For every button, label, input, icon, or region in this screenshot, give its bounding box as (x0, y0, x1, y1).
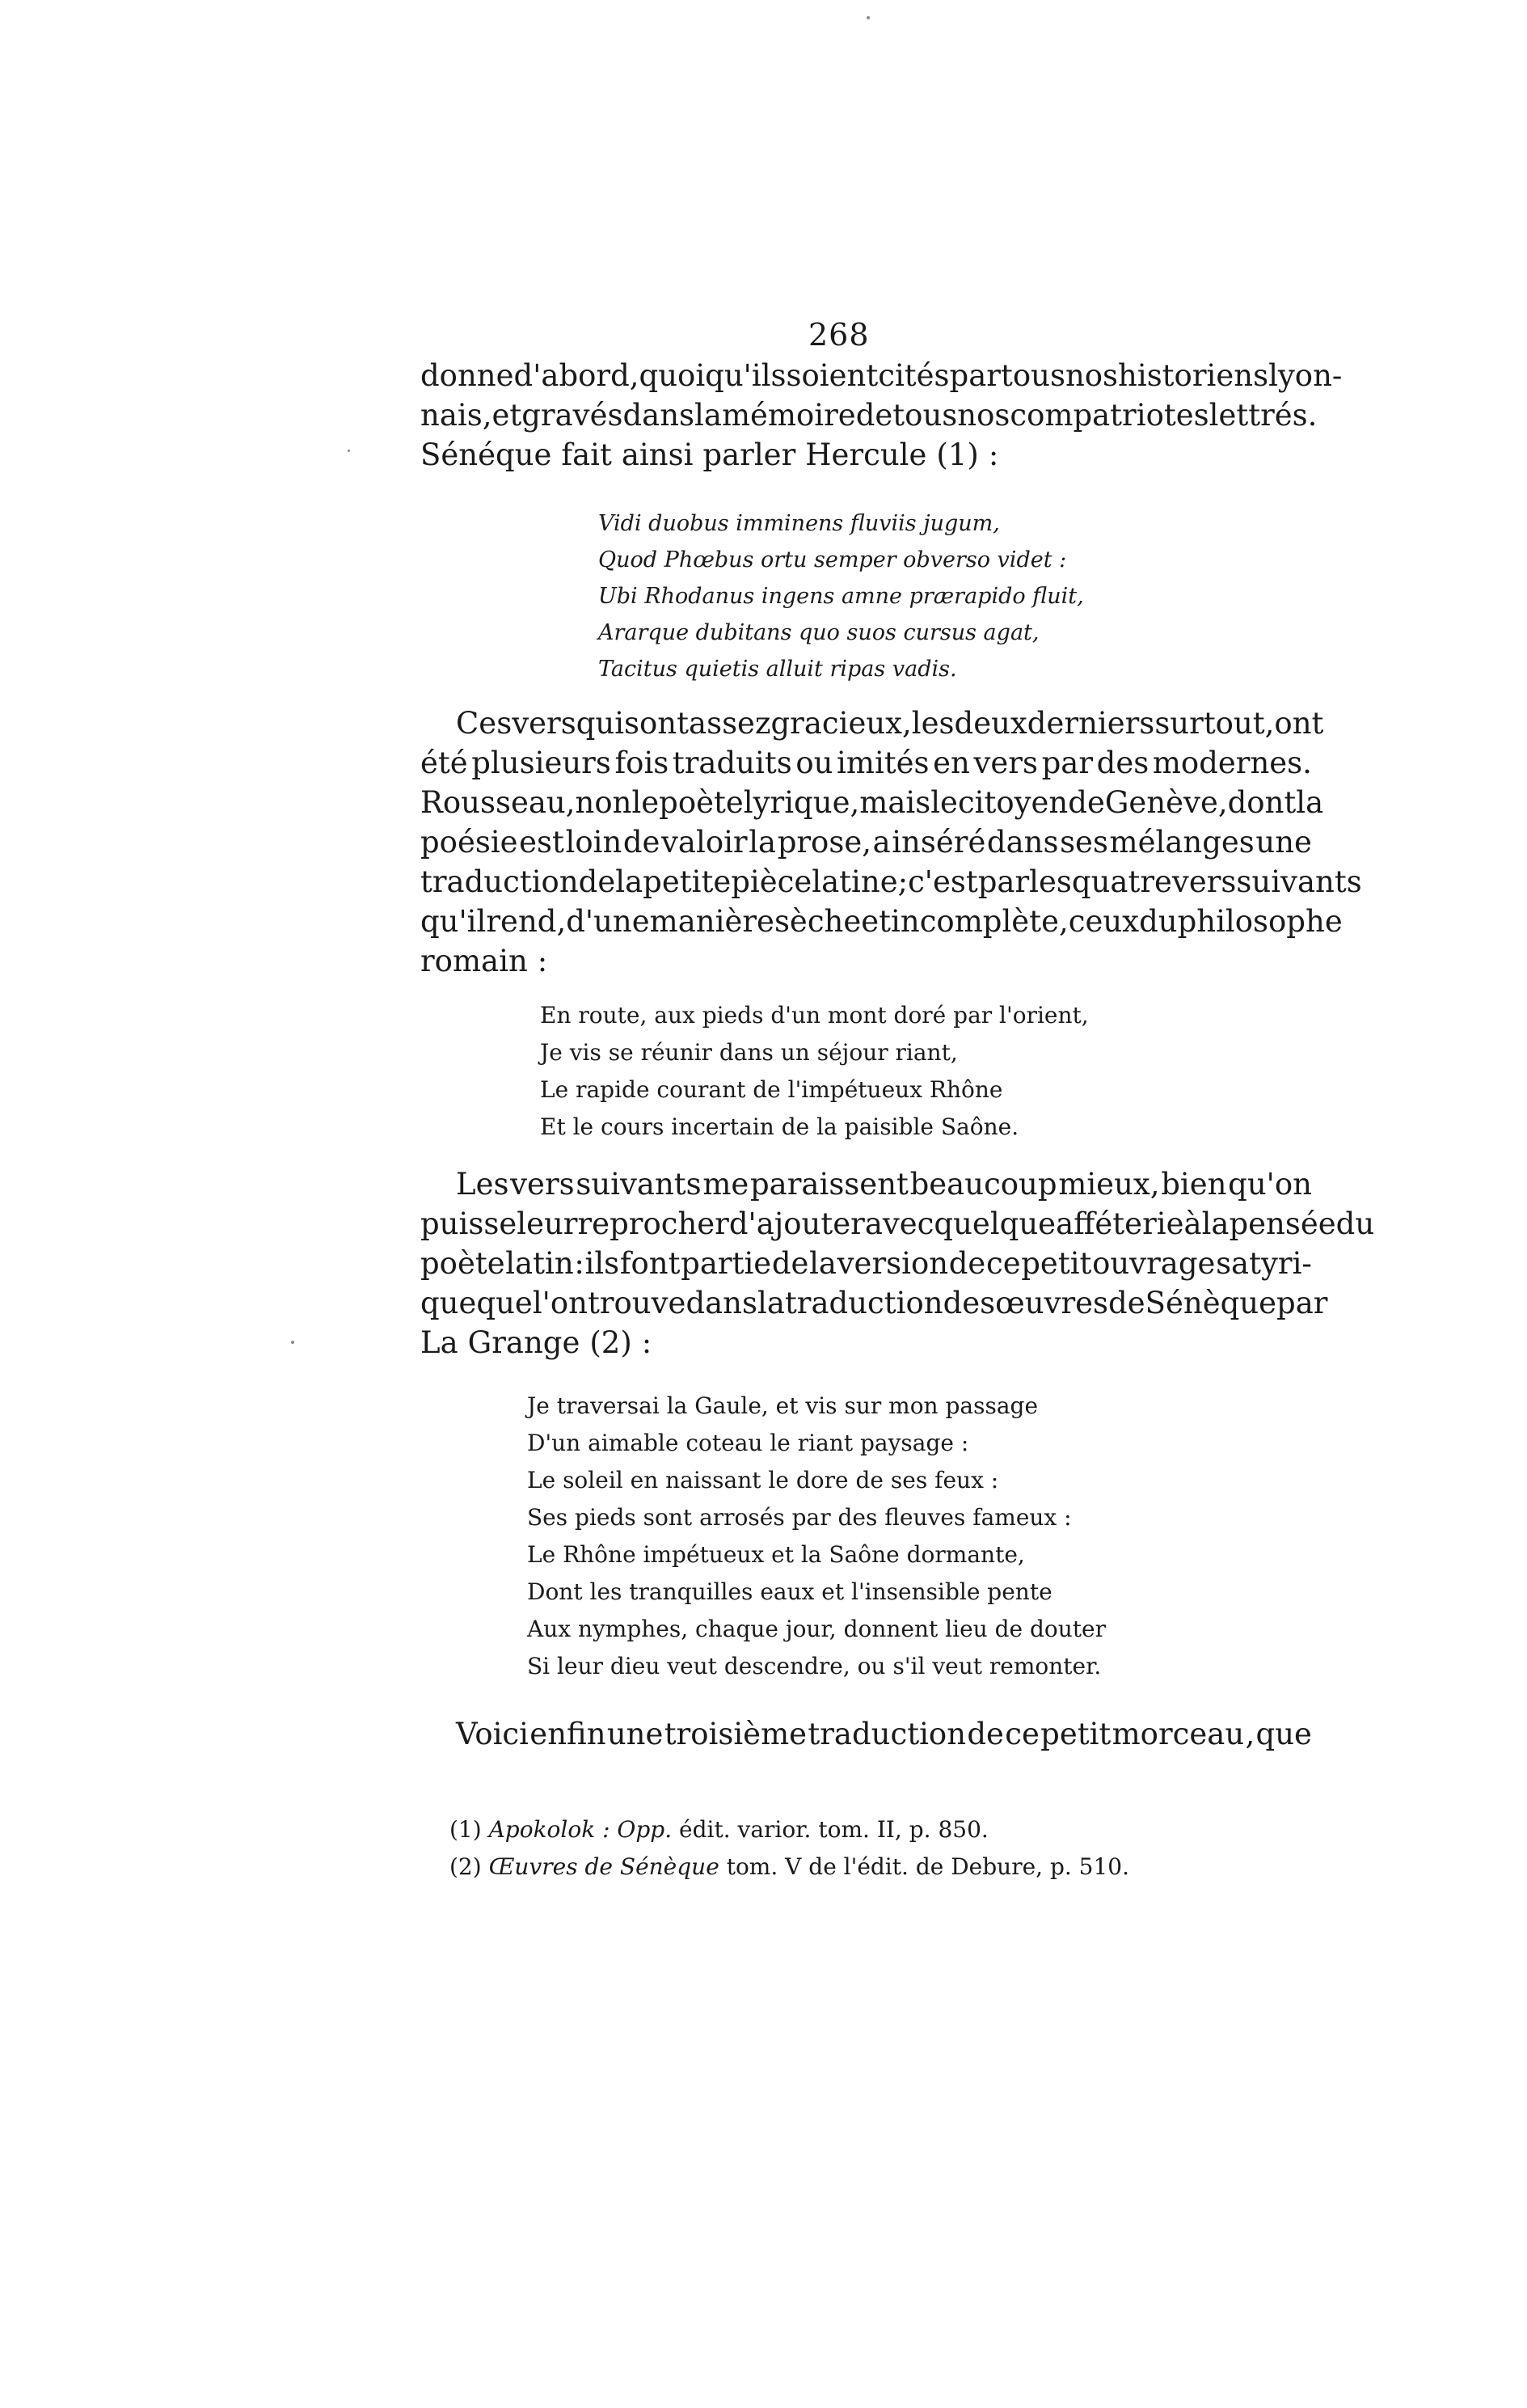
word: des (1096, 746, 1149, 780)
word: prose, (777, 825, 871, 860)
word: ses (1060, 825, 1108, 860)
word: c'est (908, 864, 978, 899)
word: : (988, 437, 999, 472)
prose-line (420, 703, 1324, 743)
scan-speck (867, 16, 870, 19)
word: puisse (420, 1206, 517, 1241)
word: de (967, 1717, 1004, 1751)
word: le (631, 785, 660, 820)
word: le (930, 785, 958, 820)
word: est (519, 825, 564, 860)
word: non (575, 785, 632, 820)
verse-line: Ararque dubitans quo suos cursus agat, (598, 620, 1040, 645)
prose-line (420, 1714, 1312, 1754)
word: la (809, 1246, 837, 1281)
word: modernes. (1152, 746, 1312, 780)
word: poète (420, 1246, 505, 1281)
word: Ces (456, 706, 513, 741)
word: de (622, 825, 660, 860)
word: fait (561, 437, 612, 472)
word: vers (510, 1167, 575, 1202)
word: satyri- (1216, 1246, 1312, 1281)
word: dans (986, 825, 1059, 860)
word: troisième (664, 1717, 808, 1751)
word: assez (689, 706, 771, 741)
word: nais, (420, 398, 492, 433)
word: pièce (731, 864, 812, 899)
word: deux (954, 706, 1027, 741)
word: citoyen (957, 785, 1069, 820)
word: à (1183, 1206, 1202, 1241)
word: mais (859, 785, 931, 820)
word: petit (1040, 1717, 1112, 1751)
word: mémoire (721, 398, 856, 433)
word: : (574, 1246, 584, 1281)
word: historiens (1118, 358, 1269, 393)
verse-line: Ubi Rhodanus ingens amne prærapido fluit, (598, 584, 1084, 609)
verse-line: En route, aux pieds d'un mont doré par l'orient, (540, 1002, 1089, 1029)
word: sont (624, 706, 690, 741)
word: Sénèque (1145, 1286, 1277, 1320)
word: suivants (1236, 864, 1362, 899)
word: lyrique, (743, 785, 860, 820)
word: les (1029, 864, 1072, 899)
word: la (1296, 785, 1324, 820)
word: la (694, 398, 722, 433)
word: philosophe (1177, 904, 1343, 939)
verse-line: Et le cours incertain de la paisible Saône. (540, 1113, 1019, 1140)
verse-line: Le Rhône impétueux et la Saône dormante, (527, 1541, 1025, 1568)
word: et (861, 904, 892, 939)
word: derniers (1027, 706, 1155, 741)
word: tous (1000, 358, 1065, 393)
word: traduction (784, 1286, 943, 1320)
word: les (911, 706, 955, 741)
word: qu'on (1228, 1167, 1312, 1202)
verse-line: Si leur dieu veut descendre, ou s'il veut remonter. (527, 1653, 1102, 1679)
word: du (1335, 1206, 1375, 1241)
verse-line: Je traversai la Gaule, et vis sur mon passage (527, 1392, 1039, 1419)
footnote (449, 1811, 1306, 1848)
word: latine (812, 864, 898, 899)
prose-line (420, 743, 1312, 783)
word: quoiqu'ils (639, 358, 787, 393)
verse-line: Tacitus quietis alluit ripas vadis. (598, 657, 957, 682)
word: incomplète, (891, 904, 1069, 939)
word: La (420, 1325, 458, 1360)
word: dans (685, 1286, 757, 1320)
footnote-text: édit. varior. tom. II, p. 850. (679, 1816, 989, 1843)
word: œuvres (995, 1286, 1109, 1320)
verse-line: Ses pieds sont arrosés par des fleuves fameux : (527, 1504, 1072, 1531)
word: Hercule (805, 437, 927, 472)
footnote (449, 1848, 1306, 1886)
word: dont (1227, 785, 1297, 820)
word: ouvrage (1092, 1246, 1216, 1281)
word: beaucoup (909, 1167, 1057, 1202)
word: vers (512, 706, 576, 741)
word: a (872, 825, 891, 860)
paragraph-3 (420, 1164, 1375, 1362)
prose-line (420, 822, 1312, 862)
footnote-marker: (1) (449, 1816, 482, 1843)
footnote-text: tom. V de l'édit. de Debure, p. 510. (726, 1853, 1130, 1880)
word: ; (897, 864, 909, 899)
word: tous (892, 398, 958, 433)
word: poésie (420, 825, 518, 860)
paragraph-4 (420, 1714, 1312, 1754)
prose-line (420, 1204, 1375, 1244)
prose-line (420, 1244, 1312, 1283)
word: fois (614, 746, 669, 780)
word: qui (576, 706, 625, 741)
word: cités (878, 358, 950, 393)
word: plusieurs (471, 746, 611, 780)
word: Les (456, 1167, 509, 1202)
word: quelque (934, 1206, 1057, 1241)
prose-line (420, 902, 1343, 941)
word: manière (649, 904, 774, 939)
word: qu'il (420, 904, 487, 939)
word: par (1276, 1286, 1328, 1320)
footnote-title: Œuvres de Sénèque (488, 1853, 719, 1880)
word: lyon- (1268, 358, 1343, 393)
word: de (855, 398, 893, 433)
word: nos (1065, 358, 1119, 393)
word: version (837, 1246, 949, 1281)
verse-line: Je vis se réunir dans un séjour riant, (540, 1039, 958, 1066)
word: : (537, 944, 548, 978)
word: petit (1021, 1246, 1092, 1281)
word: mélanges (1109, 825, 1255, 860)
word: Sénéque (420, 437, 552, 472)
verse-line: Vidi duobus imminens fluviis jugum, (598, 511, 1000, 536)
word: d'ajouter (728, 1206, 865, 1241)
word: que (420, 1286, 477, 1320)
word: leur (517, 1206, 578, 1241)
word: une (1255, 825, 1312, 860)
prose-line (420, 356, 1343, 395)
prose-line (420, 862, 1362, 902)
word: une (606, 1717, 664, 1751)
word: la (757, 1286, 785, 1320)
word: compatriotes (1010, 398, 1209, 433)
word: nos (957, 398, 1010, 433)
page-number: 268 (808, 317, 870, 353)
word: surtout, (1154, 706, 1275, 741)
word: rend, (486, 904, 567, 939)
word: valoir (661, 825, 748, 860)
word: avec (864, 1206, 934, 1241)
word: poète (659, 785, 744, 820)
word: quatre (1071, 864, 1172, 899)
word: que (1255, 1717, 1312, 1751)
word: par (949, 358, 1001, 393)
word: trouve (587, 1286, 686, 1320)
word: traduits (672, 746, 792, 780)
paragraph-2 (420, 703, 1362, 981)
word: (2) (589, 1325, 632, 1360)
word: (1) (936, 437, 979, 472)
word: romain (420, 944, 528, 978)
word: ainsi (621, 437, 694, 472)
word: été (420, 746, 468, 780)
word: en (933, 746, 970, 780)
footnote-title: Apokolok : Opp. (488, 1816, 673, 1843)
word: Genève, (1104, 785, 1228, 820)
word: soient (786, 358, 879, 393)
lagrange-verse (527, 1388, 1303, 1685)
word: des (943, 1286, 996, 1320)
word: me (702, 1167, 749, 1202)
word: la (1201, 1206, 1230, 1241)
word: traduction (808, 1717, 967, 1751)
latin-verse (598, 505, 1326, 687)
word: parler (702, 437, 796, 472)
word: de (948, 1246, 986, 1281)
prose-line (420, 395, 1318, 435)
prose-line (420, 941, 1312, 981)
word: inséré (892, 825, 986, 860)
word: de (578, 864, 616, 899)
word: font (619, 1246, 681, 1281)
word: par (1041, 746, 1094, 780)
word: donne (420, 358, 514, 393)
scan-speck (291, 1341, 294, 1344)
word: ceux (1068, 904, 1140, 939)
word: Voici (456, 1717, 529, 1751)
word: vers (973, 746, 1038, 780)
word: ils (584, 1246, 620, 1281)
word: ou (795, 746, 833, 780)
word: partie (681, 1246, 772, 1281)
verse-line: D'un aimable coteau le riant paysage : (527, 1430, 969, 1456)
word: latin (505, 1246, 574, 1281)
prose-line (420, 1164, 1312, 1204)
word: bien (1161, 1167, 1227, 1202)
word: lettrés. (1209, 398, 1318, 433)
word: l'on (532, 1286, 588, 1320)
word: petite (643, 864, 732, 899)
word: gracieux, (770, 706, 912, 741)
word: morceau (1112, 1717, 1245, 1751)
word: la (615, 864, 643, 899)
verse-line: Aux nymphes, chaque jour, donnent lieu de douter (527, 1616, 1106, 1642)
verse-line: Le rapide courant de l'impétueux Rhône (540, 1076, 1003, 1103)
word: que (476, 1286, 533, 1320)
word: enfin (529, 1717, 606, 1751)
word: vers (1171, 864, 1237, 899)
verse-line: Le soleil en naissant le dore de ses feux : (527, 1467, 999, 1493)
word: ce (985, 1246, 1021, 1281)
word: gravés (521, 398, 623, 433)
word: reprocher (577, 1206, 729, 1241)
word: mieux, (1058, 1167, 1160, 1202)
footnotes (449, 1811, 1306, 1886)
word: de (771, 1246, 809, 1281)
word: Rousseau, (420, 785, 576, 820)
word: Grange (467, 1325, 580, 1360)
prose-line (420, 1323, 1312, 1362)
verse-line: Dont les tranquilles eaux et l'insensible pente (527, 1578, 1052, 1605)
scan-speck (348, 450, 350, 452)
word: la (749, 825, 777, 860)
word: loin (565, 825, 622, 860)
verse-line: Quod Phœbus ortu semper obverso videt : (598, 547, 1067, 572)
word: paraissent (750, 1167, 909, 1202)
word: dans (622, 398, 695, 433)
word: par (977, 864, 1030, 899)
word: traduction (420, 864, 579, 899)
prose-line (420, 435, 1312, 475)
word: et (491, 398, 522, 433)
word: du (1139, 904, 1178, 939)
word: : (641, 1325, 652, 1360)
word: pensée (1229, 1206, 1336, 1241)
word: suivants (576, 1167, 702, 1202)
rousseau-verse (540, 997, 1268, 1146)
word: ce (1005, 1717, 1040, 1751)
word: afféterie (1056, 1206, 1184, 1241)
word: ont (1274, 706, 1324, 741)
paragraph-1 (420, 356, 1343, 475)
word: de (1068, 785, 1105, 820)
word: d'une (566, 904, 650, 939)
word: sèche (774, 904, 862, 939)
word: d'abord, (513, 358, 639, 393)
word: de (1108, 1286, 1145, 1320)
prose-line (420, 783, 1324, 822)
footnote-marker: (2) (449, 1853, 482, 1880)
prose-line (420, 1283, 1328, 1323)
word: imités (837, 746, 930, 780)
word: , (1245, 1717, 1255, 1751)
